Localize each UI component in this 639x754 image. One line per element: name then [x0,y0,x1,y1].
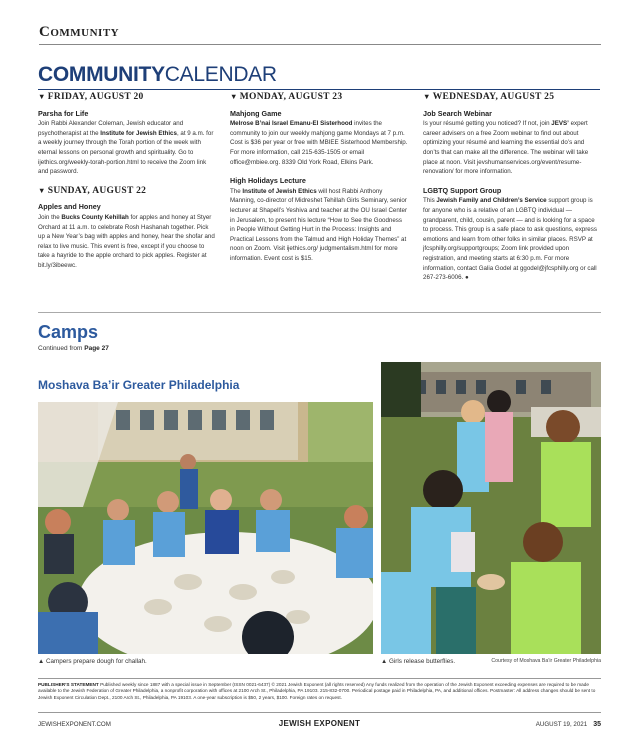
calendar-title-light: CALENDAR [164,63,277,86]
publisher-text: Published weekly since 1887 with a special issue in September (ISSN 0021-6437) © 2021 Jewish Exponent (all rights reserved) Any funds realized from the operation of the Jewish Exponent exceeding expenses are required to be made available to the Jewish Federation of Greater Philadelphia, a nonprofit corporation with offices at 2100 Arch St., Philadelphia, PA 19103. 215-832-0700. Periodical postage paid in Philadelphia, PA, and additional offices. Postmaster: All address changes should be sent to Jewish Exponent Circulation Dept., 2100 Arch St., Philadelphia, PA 19103. A one-year subscription is $50, 2 years, $100. Foreign rates on request. [38,682,596,700]
publisher-statement [38,682,601,701]
calendar-day-heading [38,92,216,103]
footer-website-link[interactable]: JEWISHEXPONENT.COM [38,721,111,728]
event-description [38,213,216,271]
calendar-day-heading [38,186,216,197]
calendar-column-3 [423,92,601,292]
event-title: Parsha for Life [38,108,89,118]
calendar-day-label: SUNDAY, AUGUST 22 [47,185,147,196]
event-text: will host Rabbi Anthony Manning, co-director of Midreshet Tehillah Girls Seminary, senior lecturer at Shapell’s Yeshiva and teacher at the OU Israel Center in Jerusalem, to present his lecture “How to See the Goodness in People Without Getting Hurt in the Process: Insights and Practical Lessons from the Talmud and High Holiday Themes” at noon on Zoom. Visit ijethics.org/ judgmentalism.html for more information. Event cost is $15. [230,187,408,262]
event-text: Is your résumé getting you noticed? If not, join [423,120,552,128]
event-description [423,196,601,282]
event-title: High Holidays Lecture [230,176,306,186]
calendar-day-label: MONDAY, AUGUST 23 [239,92,343,102]
event-text: Join Rabbi Alexander Coleman, Jewish educator and psychotherapist at the [38,120,184,137]
calendar-day-label: FRIDAY, AUGUST 20 [47,92,144,102]
footer-rule [38,712,601,713]
calendar-column-2 [230,92,408,273]
calendar-event [38,109,216,177]
event-title: Mahjong Game [230,108,282,118]
calendar-day-heading [423,92,601,103]
calendar-event [38,202,216,270]
event-text: expert career advisers on a free Zoom webinar to find out about optimizing your résumé and learning the essential do’s and don’ts that can make all the difference. The webinar will take place at noon. Visit jevshumanservices.org/event/resume-renovation/ for more information. [423,120,589,176]
event-organizer: Melrose B’nai Israel Emanu-El Sisterhood [230,120,353,128]
section-header [39,24,601,45]
event-organizer: Bucks County Kehillah [61,213,129,221]
calendar-event [423,109,601,177]
camps-title: Camps [38,322,99,342]
triangle-down-icon: ▼ [230,92,238,101]
photo-challah [38,402,373,654]
triangle-down-icon: ▼ [38,92,46,101]
photo-caption-challah: ▲ Campers prepare dough for challah. [38,658,147,665]
event-text: This [423,197,437,205]
footer-publication: JEWISH EXPONENT [278,719,361,728]
event-text: for apples and honey at Styer Orchard at 11 a.m. to celebrate Rosh Hashanah together. Pick up a New Year’s bag with apples and honey, hear the shofar and relax to live music. This event is free, except if you choose to take a hayride to the apple orchard to pick apples. Register at bit.ly/3ibeewc. [38,213,215,269]
photo-challah-illustration [38,402,373,654]
triangle-down-icon: ▼ [423,92,431,101]
calendar-event [230,109,408,168]
camps-continued [38,345,109,352]
event-description [423,119,601,177]
event-description [230,119,408,167]
calendar-event [423,186,601,283]
calendar-title [38,64,600,90]
event-organizer: JEVS’ [551,120,569,128]
calendar-day-label: WEDNESDAY, AUGUST 25 [432,92,555,102]
event-text: support group is for anyone who is a relative of an LGBTQ individual — grandparent, child, cousin, parent — and is looking for a space to process. This group is a safe place to ask questions, express emotions and learn from other folks in similar places. RSVP at jfcsphilly.org/supportgroups; Zoom link provided upon registration, and meeting starts at 6:30 p.m. For more information, contact Galia Godel at ggodel@jfcsphilly.org or call 267-273-6006. ● [423,197,597,282]
event-title: Apples and Honey [38,202,101,212]
footer-date-page [536,721,601,728]
event-text: Join the [38,213,62,221]
calendar-column-1 [38,92,216,280]
event-title: LGBTQ Support Group [423,185,502,195]
event-title: Job Search Webinar [423,108,492,118]
section-label: Community [39,24,120,40]
event-organizer: Institute for Jewish Ethics [100,129,177,137]
photo-butterflies [381,362,601,654]
calendar-title-bold: COMMUNITY [38,63,165,86]
publisher-rule [38,678,601,679]
camps-continued-page: Page 27 [84,345,109,352]
photo-caption-butterflies: ▲ Girls release butterflies. [381,658,456,665]
photo-credit: Courtesy of Moshava Ba’ir Greater Philadelphia [491,658,601,664]
event-text: invites the community to join our weekly mahjong game Mondays at 7 p.m. Cost is $36 per year or free with MBIEE Sisterhood Membership. For more information, call 215-635-1505 or email office@mbiee.org. 8339 Old York Road, Elkins Park. [230,120,408,166]
calendar-event [230,176,408,263]
footer-date: AUGUST 19, 2021 [535,721,588,728]
publisher-label: PUBLISHER’S STATEMENT [38,682,99,687]
camp-subhead: Moshava Ba’ir Greater Philadelphia [38,378,240,392]
camps-continued-prefix: Continued from [38,345,85,352]
calendar-day-heading [230,92,408,103]
event-organizer: Institute of Jewish Ethics [242,187,317,195]
event-text: The [230,187,243,195]
event-organizer: Jewish Family and Children’s Service [436,197,547,205]
event-description [230,187,408,264]
triangle-down-icon: ▼ [38,185,46,195]
photo-butterflies-illustration [381,362,601,654]
calendar-divider [38,312,601,313]
event-text: , at 9 a.m. for a weekly journey through the Torah portion of the week with eternal lessons on personal growth and spirituality. Go to ijethics.org/weekly-torah-portion.html to receive the Zoom link and password. [38,129,214,176]
footer-page-number: 35 [593,721,601,728]
calendar-rule [38,89,600,90]
section-rule [39,44,601,45]
event-description [38,119,216,177]
